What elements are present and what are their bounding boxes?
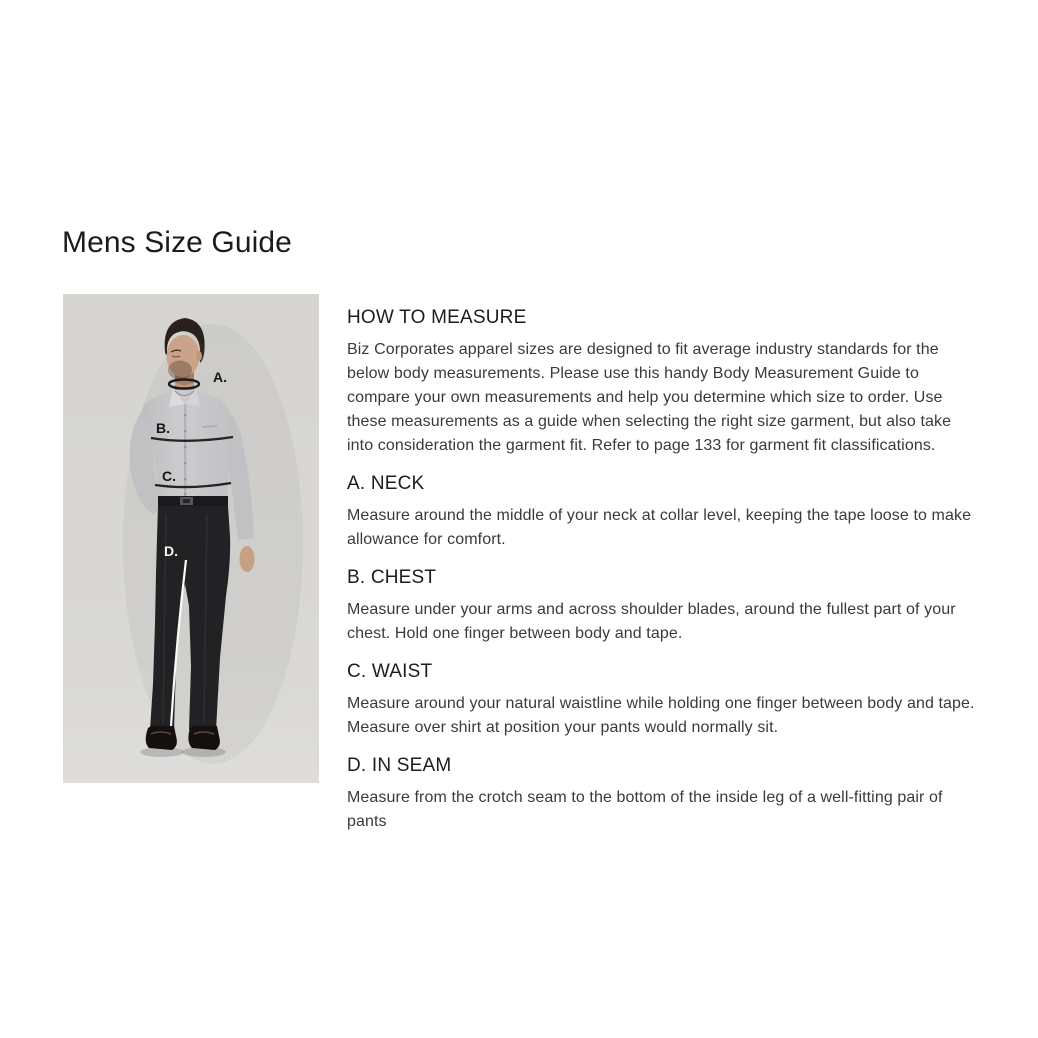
page-title: Mens Size Guide [62,226,292,259]
man-figure-illustration [63,294,319,783]
label-inseam: D. [164,543,178,559]
section-heading-neck: A. NECK [347,473,425,494]
section-body-how-to-measure: Biz Corporates apparel sizes are designed to fit average industry standards for the below body measurements. Please use this handy Body Measurement Guide to compare your own measurements and help you determine which size to order. Use these measurements as a guide when selecting the right size garment, but also take into consideration the garment fit. Refer to page 133 for garment fit classifications. [347,341,952,454]
measurement-photo [63,294,319,783]
label-waist: C. [162,468,176,484]
left-shoe [146,726,177,750]
section-body-waist: Measure around your natural waistline while holding one finger between body and tape. Measure over shirt at position your pants would normally sit. [347,695,975,736]
ear [196,351,202,361]
section-heading-how-to-measure: HOW TO MEASURE [347,307,527,328]
chest-pocket [202,426,217,427]
section-body-inseam: Measure from the crotch seam to the bottom of the inside leg of a well-fitting pair of pants [347,789,943,830]
measure-instructions [347,306,977,834]
beard-stubble [168,361,192,380]
section-heading-chest: B. CHEST [347,567,437,588]
label-neck: A. [213,369,227,385]
label-chest: B. [156,420,170,436]
section-body-neck: Measure around the middle of your neck at collar level, keeping the tape loose to make allowance for comfort. [347,507,972,548]
section-body-chest: Measure under your arms and across shoulder blades, around the fullest part of your chest. Hold one finger between body and tape. [347,601,956,642]
belt-buckle-inner [183,499,190,503]
right-hand [240,546,255,572]
section-heading-waist: C. WAIST [347,661,433,682]
section-heading-inseam: D. IN SEAM [347,755,452,776]
shirt-placket [184,404,186,500]
right-shoe [188,726,220,750]
